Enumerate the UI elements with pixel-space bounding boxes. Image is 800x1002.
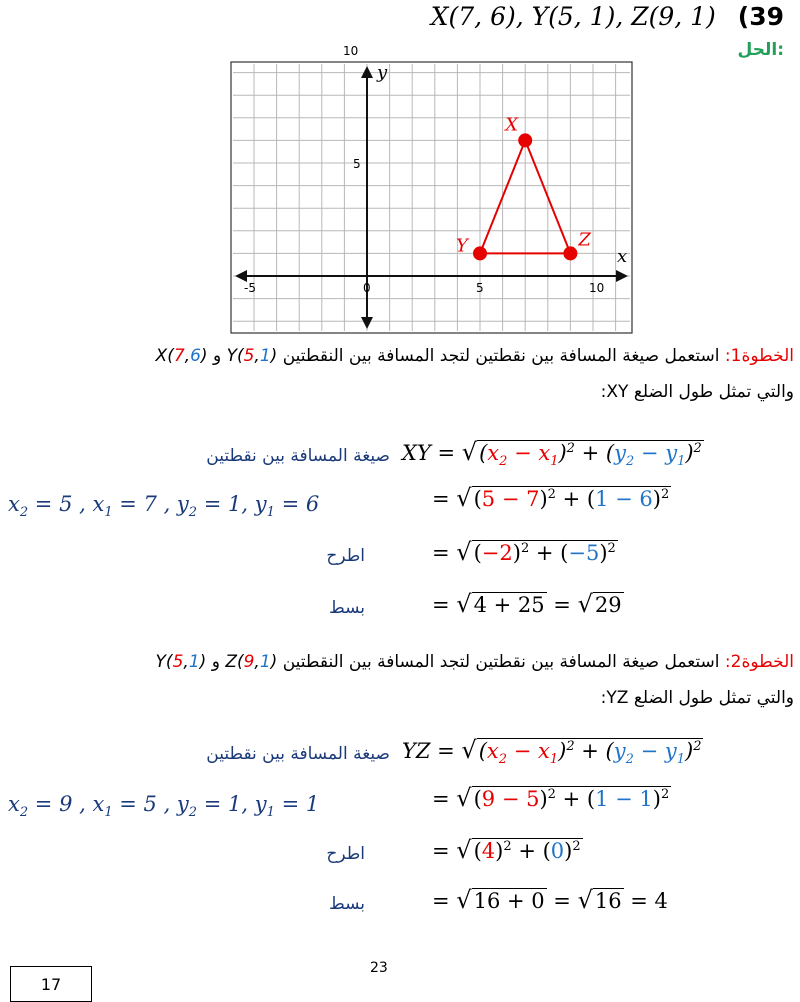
x-tick-label: 0 <box>363 281 371 295</box>
step1-and: و <box>212 346 222 366</box>
step2-point-z: Z(9,1) <box>225 652 278 672</box>
step2-formula: YZ = $√(x_2 - x_1)^2 + (y_2 - y_1)^2$ <box>402 736 702 768</box>
step1-point-y: Y(5,1) <box>226 346 278 366</box>
problem-number: (39 <box>737 2 784 31</box>
step1-subtract: = $√(-2)^2 + (-5)^2$ <box>432 538 616 566</box>
step1-vars: $x_2 = 5$ , $x_1 = 7$ , $y_2 = 1$, $y_1 = 6$ <box>8 492 320 521</box>
step1-line2-text: والتي تمثل طول الضلع XY: <box>600 382 794 402</box>
step1-formula-label: صيغة المسافة بين نقطتين <box>206 446 390 466</box>
point-label-z: Z <box>578 229 591 251</box>
step1-formula: XY = $√(x_2 - x_1)^2 + (y_2 - y_1)^2$ <box>402 438 702 470</box>
step2-subtract: = $√(4)^2 + (0)^2$ <box>432 836 581 864</box>
step1-simplify-label: بسط <box>328 598 365 618</box>
y-tick-label: 10 <box>343 44 359 58</box>
point-x <box>518 133 532 147</box>
step2-simplify-label: بسط <box>328 894 365 914</box>
problem-points: X(7, 6), Y(5, 1), Z(9, 1) <box>430 2 716 31</box>
step1-substitute: = $√(5 - 7)^2 + (1 - 6)^2$ <box>432 484 670 512</box>
step1-point-x: X(7,6) <box>155 346 208 366</box>
step2-line2 <box>4 688 794 708</box>
step2-text: استعمل صيغة المسافة بين نقطتين لتجد المسافة بين النقطتين <box>282 652 720 672</box>
x-tick-label: -5 <box>244 281 256 295</box>
step2-and: و <box>211 652 220 672</box>
step2-substitute: = $√(9 - 5)^2 + (1 - 1)^2$ <box>432 784 670 812</box>
step2-vars: $x_2 = 9$ , $x_1 = 5$ , $y_2 = 1$, $y_1 = 1$ <box>8 792 320 821</box>
problem-header <box>431 2 784 31</box>
step2-line2-text: والتي تمثل طول الضلع YZ: <box>600 688 794 708</box>
step2-subtract-label: اطرح <box>326 844 365 864</box>
step1-label: الخطوة1: <box>724 346 794 366</box>
step1-line2 <box>4 382 794 402</box>
step2-simplify: = √16 + 0 = √16 = 4 <box>432 886 668 914</box>
page-number: 23 <box>370 960 388 976</box>
step1-instruction <box>4 346 794 366</box>
page-box: 17 <box>10 966 92 1002</box>
x-axis-label: x <box>617 246 628 267</box>
step2-label: الخطوة2: <box>724 652 794 672</box>
x-tick-label: 10 <box>589 281 605 295</box>
coordinate-graph <box>231 44 632 333</box>
step1-text: استعمل صيغة المسافة بين نقطتين لتجد المسافة بين النقطتين <box>282 346 720 366</box>
step1-subtract-label: اطرح <box>326 546 365 566</box>
y-axis-label: y <box>377 62 388 83</box>
y-tick-label: 5 <box>353 157 361 171</box>
step2-formula-label: صيغة المسافة بين نقطتين <box>206 744 390 764</box>
point-z <box>563 246 577 260</box>
step2-instruction <box>4 652 794 672</box>
step2-point-y: Y(5,1) <box>155 652 207 672</box>
solution-label: الحل: <box>737 40 784 60</box>
point-y <box>473 246 487 260</box>
x-tick-label: 5 <box>476 281 484 295</box>
step1-simplify: = √4 + 25 = √29 <box>432 590 622 618</box>
point-label-x: X <box>505 114 519 136</box>
point-label-y: Y <box>456 235 468 257</box>
